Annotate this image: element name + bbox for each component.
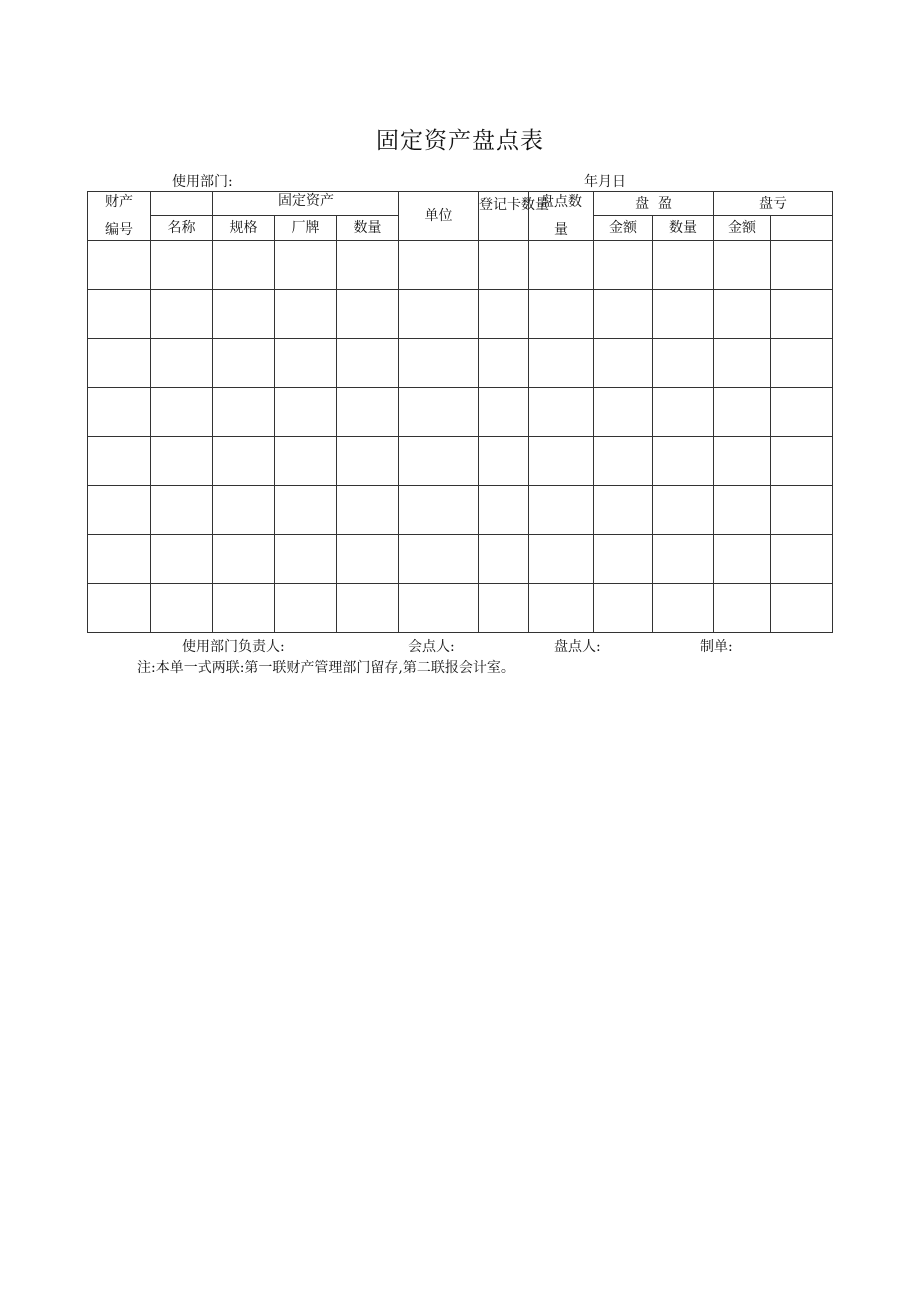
table-cell[interactable] xyxy=(275,535,337,584)
table-cell[interactable] xyxy=(337,535,399,584)
table-cell[interactable] xyxy=(594,241,653,290)
table-cell[interactable] xyxy=(88,437,151,486)
table-cell[interactable] xyxy=(275,290,337,339)
table-cell[interactable] xyxy=(88,486,151,535)
table-cell[interactable] xyxy=(88,535,151,584)
table-cell[interactable] xyxy=(714,290,771,339)
table-cell[interactable] xyxy=(529,535,594,584)
asset-number-header xyxy=(88,192,151,241)
table-cell[interactable] xyxy=(151,486,213,535)
table-cell[interactable] xyxy=(213,437,275,486)
table-cell[interactable] xyxy=(275,388,337,437)
table-cell[interactable] xyxy=(151,437,213,486)
header-row-1 xyxy=(88,192,833,216)
count-qty-header-top: 盘点数 xyxy=(540,194,583,210)
table-cell[interactable] xyxy=(653,339,714,388)
table-cell[interactable] xyxy=(714,486,771,535)
table-cell[interactable] xyxy=(337,388,399,437)
table-cell[interactable] xyxy=(653,486,714,535)
table-cell[interactable] xyxy=(399,584,479,633)
table-row xyxy=(88,535,833,584)
unit-header: 单位 xyxy=(399,192,479,241)
table-cell[interactable] xyxy=(771,535,833,584)
table-cell[interactable] xyxy=(337,241,399,290)
spec-header: 规格 xyxy=(213,216,275,241)
table-cell[interactable] xyxy=(88,388,151,437)
table-cell[interactable] xyxy=(275,584,337,633)
table-cell[interactable] xyxy=(479,339,529,388)
table-cell[interactable] xyxy=(529,584,594,633)
table-cell[interactable] xyxy=(594,290,653,339)
table-row xyxy=(88,290,833,339)
table-cell[interactable] xyxy=(337,339,399,388)
table-cell[interactable] xyxy=(653,584,714,633)
dept-head-label: 使用部门负责人: xyxy=(182,639,285,655)
table-cell[interactable] xyxy=(653,535,714,584)
asset-number-header-top: 财产 xyxy=(105,194,133,210)
table-cell[interactable] xyxy=(399,388,479,437)
table-cell[interactable] xyxy=(399,486,479,535)
table-cell[interactable] xyxy=(337,486,399,535)
table-cell[interactable] xyxy=(653,388,714,437)
surplus-group-header: 盘 盈 xyxy=(594,192,714,216)
table-cell[interactable] xyxy=(88,241,151,290)
table-cell[interactable] xyxy=(337,437,399,486)
table-cell[interactable] xyxy=(479,584,529,633)
table-cell[interactable] xyxy=(151,535,213,584)
table-cell[interactable] xyxy=(771,241,833,290)
table-cell[interactable] xyxy=(88,584,151,633)
shortage-amount-header: 金额 xyxy=(714,216,771,241)
table-cell[interactable] xyxy=(653,290,714,339)
table-cell[interactable] xyxy=(714,241,771,290)
table-cell[interactable] xyxy=(594,486,653,535)
fixed-asset-group-header: 固定资产 xyxy=(213,192,399,216)
table-cell[interactable] xyxy=(714,339,771,388)
checker-label: 会点人: xyxy=(408,639,455,655)
table-cell[interactable] xyxy=(399,437,479,486)
table-cell[interactable] xyxy=(714,535,771,584)
table-row xyxy=(88,437,833,486)
brand-header: 厂牌 xyxy=(275,216,337,241)
table-cell[interactable] xyxy=(275,241,337,290)
shortage-qty-header: 数量 xyxy=(653,216,714,241)
table-cell[interactable] xyxy=(771,437,833,486)
table-row xyxy=(88,486,833,535)
table-cell[interactable] xyxy=(771,584,833,633)
table-cell[interactable] xyxy=(479,241,529,290)
table-cell[interactable] xyxy=(151,241,213,290)
table-cell[interactable] xyxy=(275,339,337,388)
table-cell[interactable] xyxy=(529,437,594,486)
table-cell[interactable] xyxy=(337,584,399,633)
table-cell[interactable] xyxy=(529,290,594,339)
table-row xyxy=(88,584,833,633)
table-cell[interactable] xyxy=(337,290,399,339)
table-cell[interactable] xyxy=(213,290,275,339)
table-cell[interactable] xyxy=(529,486,594,535)
table-row xyxy=(88,339,833,388)
table-cell[interactable] xyxy=(399,290,479,339)
shortage-group-header: 盘亏 xyxy=(714,192,833,216)
table-cell[interactable] xyxy=(771,486,833,535)
footnote: 注:本单一式两联:第一联财产管理部门留存,第二联报会计室。 xyxy=(137,660,515,676)
table-cell[interactable] xyxy=(529,241,594,290)
card-qty-header: 登记卡数量 xyxy=(479,192,529,241)
count-qty-header xyxy=(529,192,594,241)
table-cell[interactable] xyxy=(151,388,213,437)
table-cell[interactable] xyxy=(653,437,714,486)
table-cell[interactable] xyxy=(151,584,213,633)
table-cell[interactable] xyxy=(399,241,479,290)
count-qty-header-bottom: 量 xyxy=(554,222,569,238)
table-cell[interactable] xyxy=(594,584,653,633)
table-cell[interactable] xyxy=(653,241,714,290)
date-label: 年月日 xyxy=(584,174,626,190)
table-cell[interactable] xyxy=(399,339,479,388)
table-cell[interactable] xyxy=(213,339,275,388)
table-cell[interactable] xyxy=(88,339,151,388)
table-body xyxy=(88,241,833,633)
table-cell[interactable] xyxy=(714,388,771,437)
table-cell[interactable] xyxy=(479,388,529,437)
table-cell[interactable] xyxy=(714,437,771,486)
table-cell[interactable] xyxy=(479,437,529,486)
table-cell[interactable] xyxy=(479,486,529,535)
asset-number-header-bottom: 编号 xyxy=(105,222,133,238)
table-cell[interactable] xyxy=(771,388,833,437)
table-cell[interactable] xyxy=(151,290,213,339)
table-cell[interactable] xyxy=(714,584,771,633)
table-cell[interactable] xyxy=(594,339,653,388)
table-cell[interactable] xyxy=(771,290,833,339)
table-cell[interactable] xyxy=(594,437,653,486)
table-cell[interactable] xyxy=(275,486,337,535)
surplus-amount-header: 金额 xyxy=(594,216,653,241)
department-label: 使用部门: xyxy=(172,174,233,190)
table-cell[interactable] xyxy=(213,241,275,290)
table-cell[interactable] xyxy=(594,388,653,437)
table-cell[interactable] xyxy=(151,339,213,388)
surplus-qty-header: 数量 xyxy=(337,216,399,241)
table-cell[interactable] xyxy=(399,535,479,584)
blank-header-cell xyxy=(151,192,213,216)
table-row xyxy=(88,241,833,290)
counter-label: 盘点人: xyxy=(554,639,601,655)
table-cell[interactable] xyxy=(213,535,275,584)
table-row xyxy=(88,388,833,437)
table-cell[interactable] xyxy=(594,535,653,584)
inventory-table xyxy=(87,191,833,633)
table-cell[interactable] xyxy=(479,290,529,339)
table-cell[interactable] xyxy=(529,388,594,437)
table-cell[interactable] xyxy=(213,486,275,535)
table-cell[interactable] xyxy=(529,339,594,388)
table-cell[interactable] xyxy=(275,437,337,486)
table-cell[interactable] xyxy=(213,584,275,633)
table-cell[interactable] xyxy=(771,339,833,388)
table-cell[interactable] xyxy=(479,535,529,584)
page-title: 固定资产盘点表 xyxy=(376,128,544,154)
table-cell[interactable] xyxy=(213,388,275,437)
name-header: 名称 xyxy=(151,216,213,241)
table-cell[interactable] xyxy=(88,290,151,339)
preparer-label: 制单: xyxy=(700,639,733,655)
